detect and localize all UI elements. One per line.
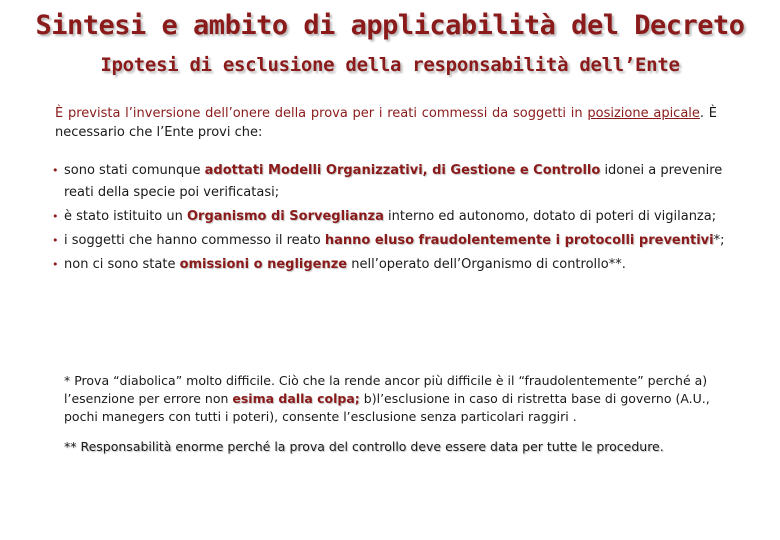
- footnote-1: [64, 372, 724, 426]
- bullet-dot-icon: •: [52, 164, 59, 177]
- bullet-text: è stato istituito un: [64, 209, 187, 224]
- footnote-1-text: * Prova “diabolica” molto difficile. Ciò che la rende ancor più difficile è il “fraudolentemente” perché a) l’esenzione per errore non: [64, 373, 708, 406]
- bullet-list: [52, 160, 732, 278]
- bullet-emphasis: omissioni o negligenze: [179, 257, 348, 272]
- bullet-emphasis: adottati Modelli Organizzativi, di Gestione e Controllo: [204, 163, 601, 178]
- bullet-text-end: nell’operato dell’Organismo di controllo**.: [347, 257, 626, 272]
- footnote-1-emphasis: esima dalla colpa;: [232, 391, 360, 406]
- bullet-emphasis: Organismo di Sorveglianza: [187, 209, 384, 224]
- bullet-text-end: interno ed autonomo, dotato di poteri di vigilanza;: [383, 209, 717, 224]
- intro-text-end: . È necessario che l’Ente provi che:: [55, 106, 717, 140]
- intro-underlined: posizione apicale: [587, 106, 700, 121]
- intro-text: È prevista l’inversione dell’onere della prova per i reati commessi da soggetti in: [55, 106, 588, 121]
- bullet-dot-icon: •: [52, 210, 59, 223]
- footnote-1-text-end: b)l’esclusione in caso di ristretta base di governo (A.U., pochi manegers con tutti i poteri), consente l’esclusione senza particolari raggiri .: [64, 391, 710, 424]
- slide-title: Sintesi e ambito di applicabilità del Decreto: [35, 10, 745, 41]
- bullet-emphasis: hanno eluso fraudolentemente i protocolli preventivi: [324, 233, 714, 248]
- bullet-text-end: *;: [713, 233, 725, 248]
- bullet-text: non ci sono state: [64, 257, 180, 272]
- footnote-2: ** Responsabilità enorme perché la prova del controllo deve essere data per tutte le procedure.: [64, 439, 664, 454]
- bullet-dot-icon: •: [52, 234, 59, 247]
- list-item: [52, 254, 732, 276]
- bullet-dot-icon: •: [52, 258, 59, 271]
- bullet-text: sono stati comunque: [64, 163, 205, 178]
- list-item: [52, 160, 732, 204]
- bullet-text-end: idonei a prevenire reati della specie poi verificatasi;: [64, 163, 723, 200]
- list-item: [52, 230, 732, 252]
- bullet-text: i soggetti che hanno commesso il reato: [64, 233, 325, 248]
- intro-paragraph: [55, 104, 717, 142]
- list-item: [52, 206, 732, 228]
- slide-subtitle: Ipotesi di esclusione della responsabilità dell’Ente: [100, 54, 680, 76]
